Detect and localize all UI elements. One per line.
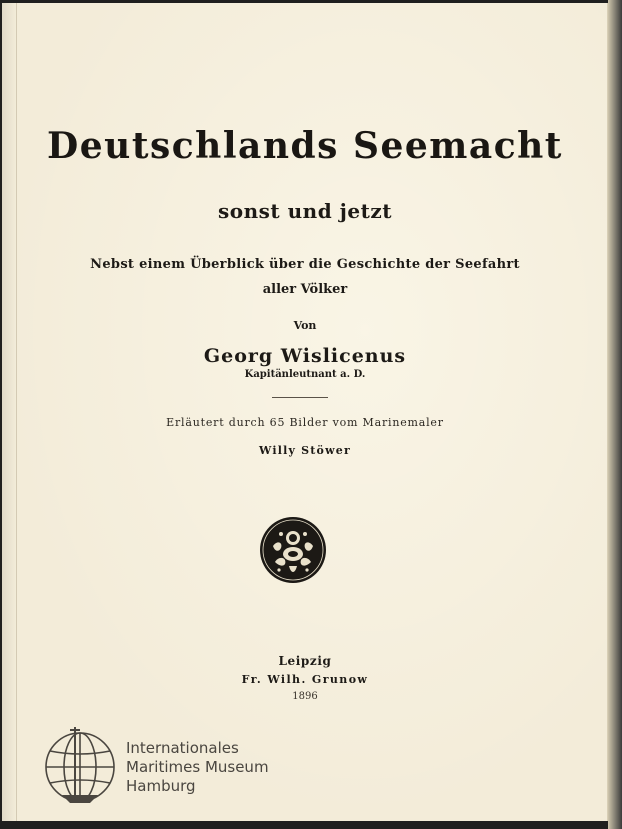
illustration-note: Erläutert durch 65 Bilder vom Marinemaler (166, 416, 444, 429)
scan-edge (608, 0, 622, 829)
museum-line-2: Maritimes Museum (126, 758, 269, 776)
museum-line-3: Hamburg (126, 777, 196, 795)
book-title: Deutschlands Seemacht (47, 125, 563, 167)
book-subtitle: sonst und jetzt (218, 199, 392, 223)
by-label: Von (293, 319, 317, 332)
publisher-emblem-icon (259, 516, 327, 584)
title-page (2, 3, 608, 821)
globe-ship-logo-icon (40, 725, 120, 807)
overview-line-2: aller Völker (262, 282, 348, 297)
publication-place: Leipzig (278, 654, 332, 668)
author-name: Georg Wislicenus (203, 345, 407, 367)
museum-watermark (40, 725, 300, 809)
illustrator-name: Willy Stöwer (259, 444, 351, 457)
museum-name (126, 739, 269, 796)
overview-line-1: Nebst einem Überblick über die Geschichte der Seefahrt (90, 257, 520, 272)
museum-line-1: Internationales (126, 739, 239, 757)
author-rank: Kapitänleutnant a. D. (244, 369, 366, 380)
publisher-name: Fr. Wilh. Grunow (241, 673, 369, 686)
publication-year: 1896 (292, 691, 318, 702)
divider-rule (272, 397, 328, 398)
